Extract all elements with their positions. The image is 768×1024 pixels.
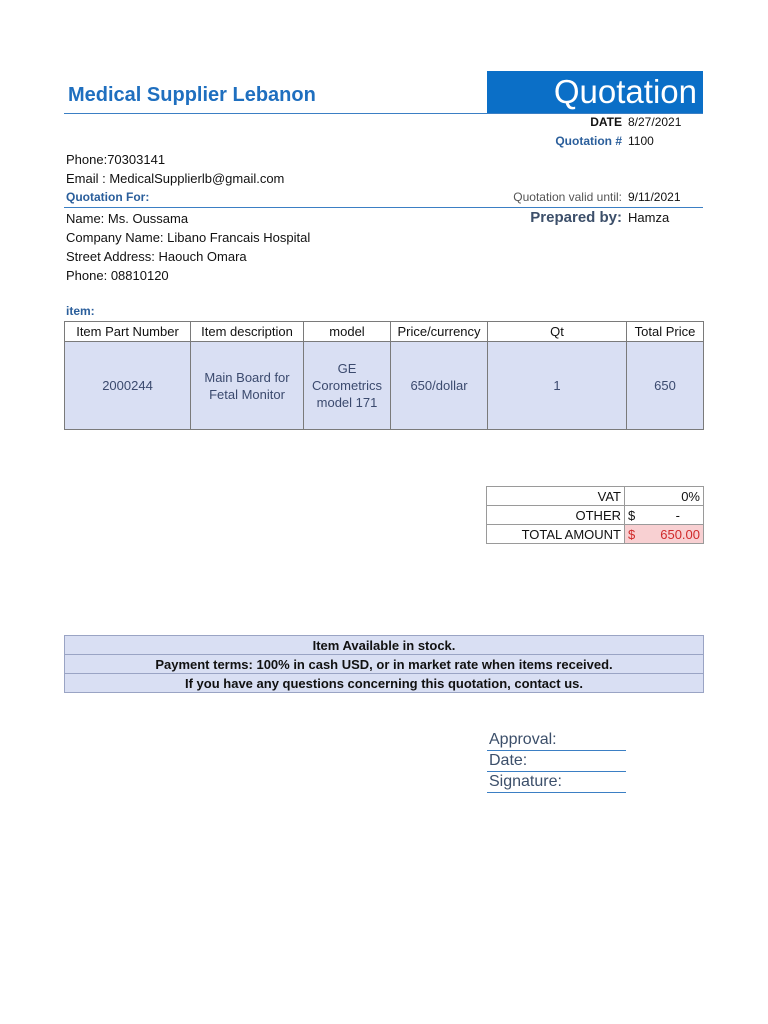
contact-phone: Phone:70303141 <box>66 152 166 167</box>
total-amount-cell <box>625 525 704 544</box>
total-amount-label: TOTAL AMOUNT <box>487 525 625 544</box>
document-title: Quotation <box>487 71 703 113</box>
quotation-for-divider <box>64 207 703 208</box>
note-contact: If you have any questions concerning this quotation, contact us. <box>65 674 704 693</box>
items-header-row <box>65 322 704 342</box>
approval-line <box>487 750 626 751</box>
col-header-part-number: Item Part Number <box>65 322 191 342</box>
cell-description: Main Board for Fetal Monitor <box>191 342 304 430</box>
valid-until-label: Quotation valid until: <box>513 190 622 204</box>
vat-value: 0% <box>625 487 704 506</box>
cell-part-number: 2000244 <box>65 342 191 430</box>
col-header-model: model <box>304 322 391 342</box>
customer-name: Name: Ms. Oussama <box>66 211 189 226</box>
header-divider <box>64 113 703 114</box>
total-row <box>487 525 704 544</box>
col-header-qty: Qt <box>488 322 627 342</box>
cell-model: GE Corometrics model 171 <box>304 342 391 430</box>
date-label: DATE <box>590 115 622 129</box>
cell-price: 650/dollar <box>391 342 488 430</box>
other-value-cell <box>625 506 704 525</box>
col-header-price: Price/currency <box>391 322 488 342</box>
items-label: item: <box>66 304 95 318</box>
totals-table <box>486 486 704 544</box>
total-amount-value: 650.00 <box>660 526 700 542</box>
other-label: OTHER <box>487 506 625 525</box>
col-header-description: Item description <box>191 322 304 342</box>
col-header-total: Total Price <box>627 322 704 342</box>
notes-table <box>64 635 704 693</box>
other-row <box>487 506 704 525</box>
cell-qty: 1 <box>488 342 627 430</box>
quotation-number-label: Quotation # <box>555 134 622 148</box>
approval-date-label: Date: <box>489 752 528 769</box>
date-line <box>487 771 626 772</box>
contact-email: Email : MedicalSupplierlb@gmail.com <box>66 171 285 186</box>
customer-company: Company Name: Libano Francais Hospital <box>66 230 311 245</box>
approval-label: Approval: <box>489 731 557 748</box>
valid-until-value: 9/11/2021 <box>628 190 681 204</box>
cell-total: 650 <box>627 342 704 430</box>
signature-line <box>487 792 626 793</box>
company-name: Medical Supplier Lebanon <box>68 84 316 106</box>
vat-row <box>487 487 704 506</box>
quotation-for-label: Quotation For: <box>66 190 150 204</box>
customer-street: Street Address: Haouch Omara <box>66 249 247 264</box>
other-currency: $ <box>628 507 636 523</box>
table-row <box>65 342 704 430</box>
items-table <box>64 321 704 430</box>
other-value: - <box>675 507 680 523</box>
total-currency: $ <box>628 526 636 542</box>
prepared-by-value: Hamza <box>628 210 670 225</box>
note-payment-terms: Payment terms: 100% in cash USD, or in market rate when items received. <box>65 655 704 674</box>
quotation-number-value: 1100 <box>628 134 654 148</box>
note-stock: Item Available in stock. <box>65 636 704 655</box>
signature-label: Signature: <box>489 773 562 790</box>
date-value: 8/27/2021 <box>628 115 682 129</box>
prepared-by-label: Prepared by: <box>530 209 622 226</box>
vat-label: VAT <box>487 487 625 506</box>
customer-phone: Phone: 08810120 <box>66 268 169 283</box>
